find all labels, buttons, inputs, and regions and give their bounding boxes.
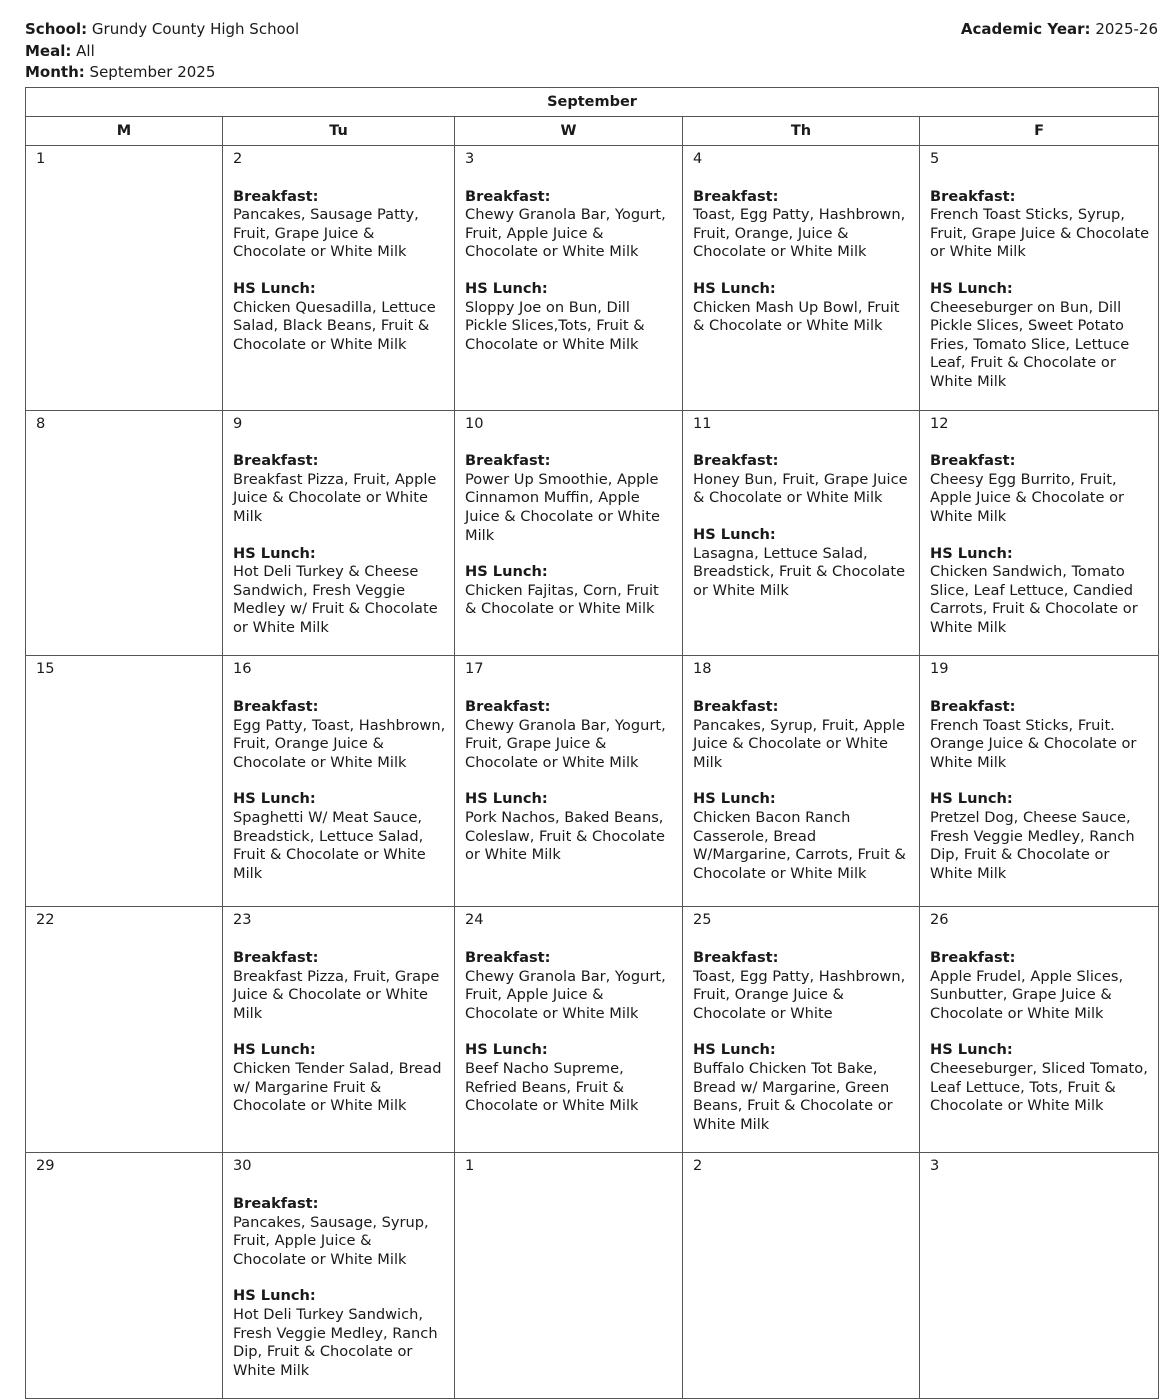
day-number: 26 bbox=[930, 911, 949, 929]
day-cell bbox=[223, 656, 455, 907]
breakfast-heading: Breakfast: bbox=[930, 949, 1016, 967]
lunch-menu: Hot Deli Turkey & Cheese Sandwich, Fresh Veggie Medley w/ Fruit & Chocolate or White Milk bbox=[233, 563, 438, 636]
breakfast-menu: Toast, Egg Patty, Hashbrown, Fruit, Orange, Juice & Chocolate or White Milk bbox=[693, 206, 906, 261]
day-number: 25 bbox=[693, 911, 712, 929]
lunch-menu: Spaghetti W/ Meat Sauce, Breadstick, Lettuce Salad, Fruit & Chocolate or White Milk bbox=[233, 809, 426, 882]
day-number: 17 bbox=[465, 660, 484, 678]
day-cell bbox=[223, 146, 455, 411]
breakfast-heading: Breakfast: bbox=[233, 452, 319, 470]
day-number: 23 bbox=[233, 911, 252, 929]
meal-value: All bbox=[76, 41, 95, 60]
lunch-menu: Chicken Tender Salad, Bread w/ Margarine Fruit & Chocolate or White Milk bbox=[233, 1060, 442, 1115]
calendar-week-row bbox=[26, 656, 1159, 907]
day-cell bbox=[455, 410, 683, 656]
breakfast-menu: Toast, Egg Patty, Hashbrown, Fruit, Orange Juice & Chocolate or White bbox=[693, 967, 906, 1022]
day-number: 12 bbox=[930, 414, 949, 432]
breakfast-menu: Pancakes, Syrup, Fruit, Apple Juice & Chocolate or White Milk bbox=[693, 716, 905, 771]
lunch-heading: HS Lunch: bbox=[465, 563, 548, 581]
school-line bbox=[25, 19, 299, 41]
academic-year-line bbox=[961, 19, 1158, 41]
day-number: 11 bbox=[693, 414, 712, 432]
lunch-menu: Beef Nacho Supreme, Refried Beans, Fruit & Chocolate or White Milk bbox=[465, 1060, 639, 1115]
lunch-menu: Sloppy Joe on Bun, Dill Pickle Slices,Tots, Fruit & Chocolate or White Milk bbox=[465, 298, 645, 353]
lunch-menu: Chicken Sandwich, Tomato Slice, Leaf Lettuce, Candied Carrots, Fruit & Chocolate or White Milk bbox=[930, 563, 1138, 636]
day-number: 1 bbox=[36, 150, 46, 167]
breakfast-heading: Breakfast: bbox=[233, 1195, 319, 1212]
lunch-heading: HS Lunch: bbox=[693, 525, 776, 543]
day-number: 18 bbox=[693, 660, 712, 678]
day-cell bbox=[26, 146, 223, 411]
lunch-menu: Pretzel Dog, Cheese Sauce, Fresh Veggie Medley, Ranch Dip, Fruit & Chocolate or White Milk bbox=[930, 809, 1135, 882]
calendar-week-row bbox=[26, 1153, 1159, 1399]
breakfast-heading: Breakfast: bbox=[465, 452, 551, 470]
day-cell bbox=[683, 410, 920, 656]
breakfast-heading: Breakfast: bbox=[930, 452, 1016, 470]
breakfast-heading: Breakfast: bbox=[930, 698, 1016, 716]
day-number: 5 bbox=[930, 150, 940, 167]
lunch-heading: HS Lunch: bbox=[693, 279, 776, 297]
lunch-menu: Buffalo Chicken Tot Bake, Bread w/ Margarine, Green Beans, Fruit & Chocolate or White Milk bbox=[693, 1060, 893, 1133]
day-number: 15 bbox=[36, 660, 55, 678]
breakfast-heading: Breakfast: bbox=[930, 187, 1016, 205]
breakfast-heading: Breakfast: bbox=[693, 452, 779, 470]
weekday-header: F bbox=[920, 117, 1159, 146]
lunch-heading: HS Lunch: bbox=[233, 790, 316, 808]
breakfast-menu: Power Up Smoothie, Apple Cinnamon Muffin, Apple Juice & Chocolate or White Milk bbox=[465, 470, 660, 544]
day-number: 19 bbox=[930, 660, 949, 678]
breakfast-heading: Breakfast: bbox=[465, 187, 551, 205]
day-number: 1 bbox=[465, 1157, 475, 1175]
breakfast-heading: Breakfast: bbox=[233, 187, 319, 205]
day-number: 29 bbox=[36, 1157, 55, 1175]
breakfast-menu: Pancakes, Sausage Patty, Fruit, Grape Juice & Chocolate or White Milk bbox=[233, 206, 419, 261]
day-cell bbox=[683, 146, 920, 411]
calendar-week-row bbox=[26, 410, 1159, 656]
day-number: 8 bbox=[36, 414, 46, 432]
breakfast-menu: Honey Bun, Fruit, Grape Juice & Chocolate or White Milk bbox=[693, 470, 908, 507]
weekday-header: W bbox=[455, 117, 683, 146]
lunch-menu: Pork Nachos, Baked Beans, Coleslaw, Fruit & Chocolate or White Milk bbox=[465, 809, 666, 864]
day-number: 2 bbox=[233, 150, 243, 167]
breakfast-menu: Breakfast Pizza, Fruit, Apple Juice & Chocolate or White Milk bbox=[233, 470, 437, 525]
lunch-heading: HS Lunch: bbox=[930, 544, 1013, 562]
lunch-heading: HS Lunch: bbox=[465, 1041, 548, 1059]
school-name: Grundy County High School bbox=[91, 20, 300, 38]
breakfast-heading: Breakfast: bbox=[693, 698, 779, 716]
lunch-heading: HS Lunch: bbox=[930, 790, 1013, 808]
day-cell bbox=[26, 410, 223, 656]
day-cell bbox=[683, 1153, 920, 1399]
lunch-menu: Cheeseburger on Bun, Dill Pickle Slices, Sweet Potato Fries, Tomato Slice, Lettuce Leaf, Fruit & Chocolate or White Milk bbox=[930, 298, 1130, 390]
lunch-heading: HS Lunch: bbox=[233, 1041, 316, 1059]
day-cell bbox=[223, 1153, 455, 1399]
lunch-heading: HS Lunch: bbox=[465, 279, 548, 297]
breakfast-menu: Chewy Granola Bar, Yogurt, Fruit, Apple Juice & Chocolate or White Milk bbox=[465, 967, 666, 1022]
lunch-heading: HS Lunch: bbox=[693, 790, 776, 808]
breakfast-menu: Pancakes, Sausage, Syrup, Fruit, Apple Juice & Chocolate or White Milk bbox=[233, 1213, 429, 1268]
breakfast-menu: Breakfast Pizza, Fruit, Grape Juice & Chocolate or White Milk bbox=[233, 967, 440, 1022]
weekday-header: Th bbox=[683, 117, 920, 146]
lunch-heading: HS Lunch: bbox=[930, 1041, 1013, 1059]
lunch-heading: HS Lunch: bbox=[930, 279, 1013, 297]
day-number: 30 bbox=[233, 1157, 252, 1175]
day-number: 10 bbox=[465, 414, 484, 432]
breakfast-heading: Breakfast: bbox=[233, 949, 319, 967]
lunch-heading: HS Lunch: bbox=[233, 544, 316, 562]
month-line bbox=[25, 62, 299, 84]
day-number: 16 bbox=[233, 660, 252, 678]
lunch-menu: Chicken Bacon Ranch Casserole, Bread W/Margarine, Carrots, Fruit & Chocolate or White Milk bbox=[693, 809, 906, 882]
school-label: School: bbox=[25, 20, 88, 38]
breakfast-heading: Breakfast: bbox=[465, 698, 551, 716]
day-cell bbox=[26, 656, 223, 907]
report-header bbox=[25, 19, 299, 84]
day-number: 4 bbox=[693, 150, 703, 167]
academic-year-label: Academic Year: bbox=[960, 20, 1091, 38]
day-cell bbox=[223, 907, 455, 1153]
lunch-menu: Cheeseburger, Sliced Tomato, Leaf Lettuce, Tots, Fruit & Chocolate or White Milk bbox=[930, 1060, 1148, 1115]
day-cell bbox=[920, 656, 1159, 907]
day-cell bbox=[26, 1153, 223, 1399]
lunch-heading: HS Lunch: bbox=[233, 279, 316, 297]
meal-label: Meal: bbox=[25, 41, 72, 60]
day-cell bbox=[223, 410, 455, 656]
academic-year-value: 2025-26 bbox=[1095, 20, 1158, 38]
day-number: 3 bbox=[465, 150, 475, 167]
breakfast-menu: Egg Patty, Toast, Hashbrown, Fruit, Orange Juice & Chocolate or White Milk bbox=[233, 716, 446, 771]
breakfast-menu: Chewy Granola Bar, Yogurt, Fruit, Grape Juice & Chocolate or White Milk bbox=[465, 716, 666, 771]
day-cell bbox=[455, 1153, 683, 1399]
lunch-menu: Hot Deli Turkey Sandwich, Fresh Veggie Medley, Ranch Dip, Fruit & Chocolate or White Milk bbox=[233, 1305, 438, 1379]
lunch-heading: HS Lunch: bbox=[465, 790, 548, 808]
day-cell bbox=[683, 656, 920, 907]
lunch-heading: HS Lunch: bbox=[693, 1041, 776, 1059]
breakfast-menu: Chewy Granola Bar, Yogurt, Fruit, Apple Juice & Chocolate or White Milk bbox=[465, 206, 666, 261]
day-number: 2 bbox=[693, 1157, 703, 1175]
day-cell bbox=[920, 1153, 1159, 1399]
lunch-menu: Chicken Quesadilla, Lettuce Salad, Black Beans, Fruit & Chocolate or White Milk bbox=[233, 298, 436, 353]
day-cell bbox=[920, 907, 1159, 1153]
calendar-week-row bbox=[26, 907, 1159, 1153]
day-cell bbox=[455, 907, 683, 1153]
calendar-week-row bbox=[26, 146, 1159, 411]
breakfast-heading: Breakfast: bbox=[465, 949, 551, 967]
day-cell bbox=[920, 146, 1159, 411]
menu-calendar bbox=[25, 87, 1159, 1399]
breakfast-heading: Breakfast: bbox=[693, 949, 779, 967]
breakfast-menu: French Toast Sticks, Syrup, Fruit, Grape Juice & Chocolate or White Milk bbox=[930, 206, 1150, 261]
weekday-header: M bbox=[26, 117, 223, 146]
day-number: 3 bbox=[930, 1157, 940, 1175]
lunch-heading: HS Lunch: bbox=[233, 1287, 316, 1305]
day-number: 24 bbox=[465, 911, 484, 929]
breakfast-menu: Apple Frudel, Apple Slices, Sunbutter, Grape Juice & Chocolate or White Milk bbox=[930, 967, 1124, 1022]
day-number: 9 bbox=[233, 414, 243, 432]
breakfast-heading: Breakfast: bbox=[693, 187, 779, 205]
day-cell bbox=[920, 410, 1159, 656]
day-number: 22 bbox=[36, 911, 55, 929]
month-value: September 2025 bbox=[89, 63, 216, 81]
lunch-menu: Chicken Fajitas, Corn, Fruit & Chocolate or White Milk bbox=[465, 581, 659, 618]
day-cell bbox=[455, 656, 683, 907]
lunch-menu: Lasagna, Lettuce Salad, Breadstick, Fruit & Chocolate or White Milk bbox=[693, 544, 906, 599]
weekday-header-row bbox=[26, 117, 1159, 146]
meal-line bbox=[25, 41, 299, 63]
weekday-header: Tu bbox=[223, 117, 455, 146]
calendar-title: September bbox=[26, 88, 1159, 117]
day-cell bbox=[455, 146, 683, 411]
breakfast-menu: French Toast Sticks, Fruit. Orange Juice & Chocolate or White Milk bbox=[930, 716, 1137, 771]
day-cell bbox=[26, 907, 223, 1153]
breakfast-menu: Cheesy Egg Burrito, Fruit, Apple Juice & Chocolate or White Milk bbox=[930, 470, 1125, 525]
month-label: Month: bbox=[25, 63, 85, 81]
lunch-menu: Chicken Mash Up Bowl, Fruit & Chocolate or White Milk bbox=[693, 298, 900, 335]
breakfast-heading: Breakfast: bbox=[233, 698, 319, 716]
day-cell bbox=[683, 907, 920, 1153]
